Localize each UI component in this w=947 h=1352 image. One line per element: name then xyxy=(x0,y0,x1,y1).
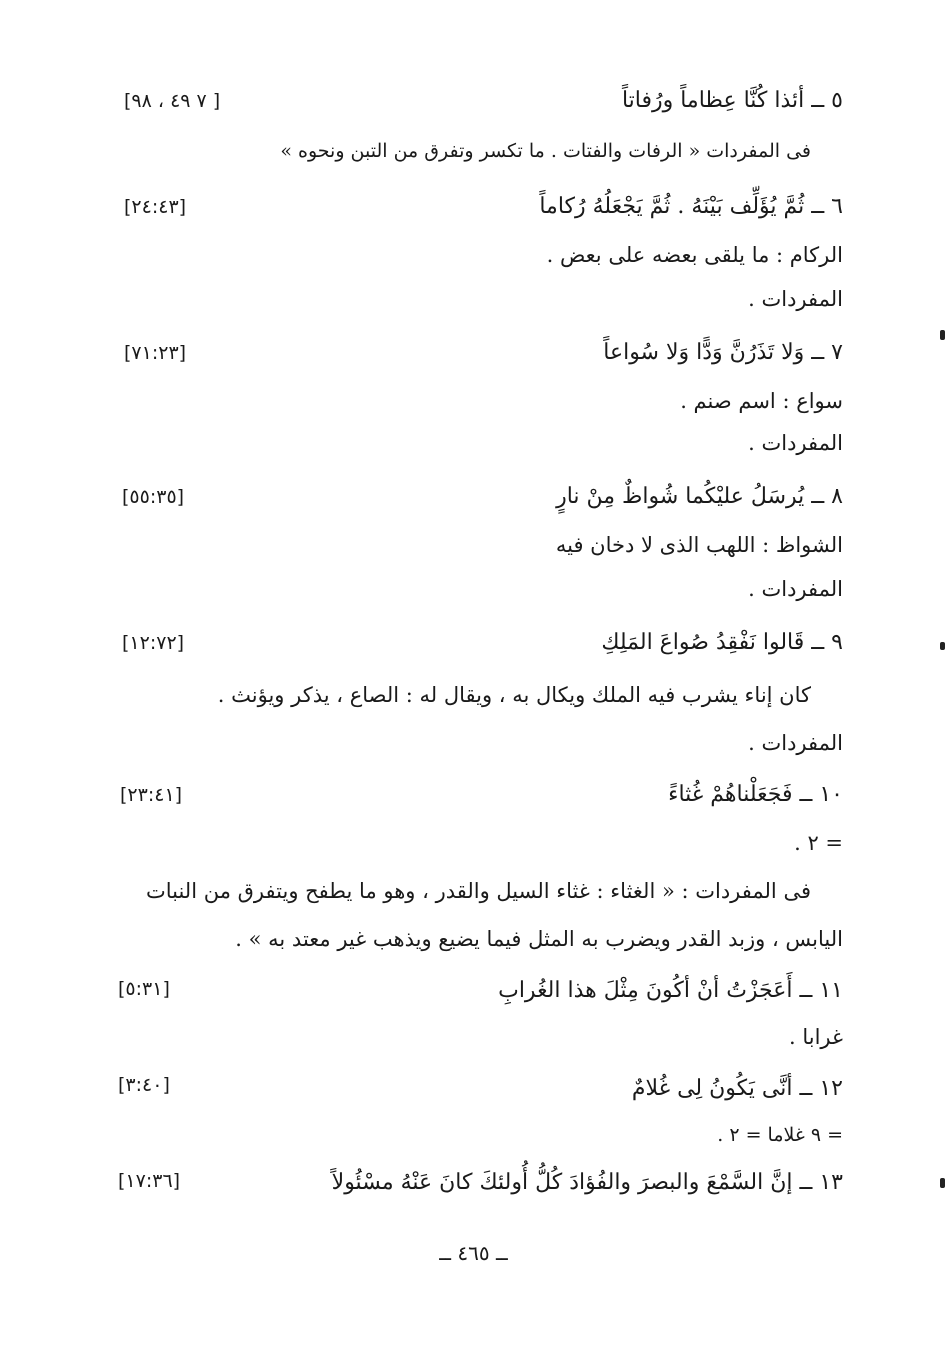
verse-line: ١٢ ــ أنَّى يَكُونُ لِى غُلامٌ xyxy=(631,1076,843,1101)
note-line: المفردات . xyxy=(748,731,843,755)
scan-speck xyxy=(940,330,945,340)
note-line: كان إناء يشرب فيه الملك ويكال به ، ويقال له : الصاع ، يذكر ويؤنث . xyxy=(217,683,811,707)
note-line: الشواظ : اللهب الذى لا دخان فيه xyxy=(555,533,843,557)
verse-line: ١٠ ــ فَجَعَلْناهُمْ غُثاءً xyxy=(668,782,843,807)
note-line: اليابس ، وزبد القدر ويضرب به المثل فيما يضيع ويذهب غير معتد به » . xyxy=(235,927,843,951)
page-number: ــ ٤٦٥ ــ xyxy=(439,1241,508,1265)
verse-reference: [٥٥:٣٥] xyxy=(122,486,185,508)
verse-line: ٨ ــ يُرسَلُ عليْكُما شُواظٌ مِنْ نارٍ xyxy=(556,484,843,509)
verse-line: ١١ ــ أَعَجَزْتُ أنْ أكُونَ مِثْلَ هذا الغُرابِ xyxy=(498,978,843,1003)
verse-reference: [١٧:٣٦] xyxy=(118,1170,181,1192)
verse-reference: [١٢:٧٢] xyxy=(122,632,185,654)
note-line: فى المفردات : « الغثاء : غثاء السيل والقدر ، وهو ما يطفح ويتفرق من النبات xyxy=(145,879,811,903)
verse-line: ١٣ ــ إنَّ السَّمْعَ والبصرَ والفُؤادَ كُلُّ أُولئكَ كانَ عَنْهُ مسْئُولاً xyxy=(331,1170,843,1195)
note-line: = ٢ . xyxy=(794,831,843,855)
scan-speck xyxy=(940,642,945,650)
note-line: غرابا . xyxy=(789,1025,843,1049)
note-line: المفردات . xyxy=(748,431,843,455)
verse-reference: [٢٣:٤١] xyxy=(120,784,183,806)
note-line: الركام : ما يلقى بعضه على بعض . xyxy=(546,243,843,267)
note-line: سواع : اسم صنم . xyxy=(680,389,843,413)
verse-reference: [٣:٤٠] xyxy=(118,1074,170,1096)
note-line: المفردات . xyxy=(748,287,843,311)
verse-line: ٥ ــ أئذا كُنَّا عِظاماً ورُفاتاً xyxy=(621,88,843,113)
verse-line: ٩ ــ قَالوا نَفْقِدُ صُواعَ المَلِكِ xyxy=(601,630,843,655)
verse-reference: [٢٤:٤٣] xyxy=(124,196,187,218)
note-line: فى المفردات « الرفات والفتات . ما تكسر وتفرق من التبن ونحوه » xyxy=(280,140,811,162)
verse-reference: [٥:٣١] xyxy=(118,978,170,1000)
verse-reference: [٧١:٢٣] xyxy=(124,342,187,364)
verse-line: ٧ ــ وَلا تَذَرُنَّ وَدًّا وَلا سُواعاً xyxy=(603,340,843,365)
verse-reference: [٧ ٤٩ ، ٩٨ ] xyxy=(124,90,221,112)
note-line: المفردات . xyxy=(748,577,843,601)
verse-line: ٦ ــ ثُمَّ يُؤَلِّف بَيْنَهُ . ثُمَّ يَجْعَلُهُ رُكاماً xyxy=(539,194,843,219)
note-line: = ٩ غلاما = ٢ . xyxy=(717,1124,843,1146)
scan-speck xyxy=(940,1178,945,1188)
